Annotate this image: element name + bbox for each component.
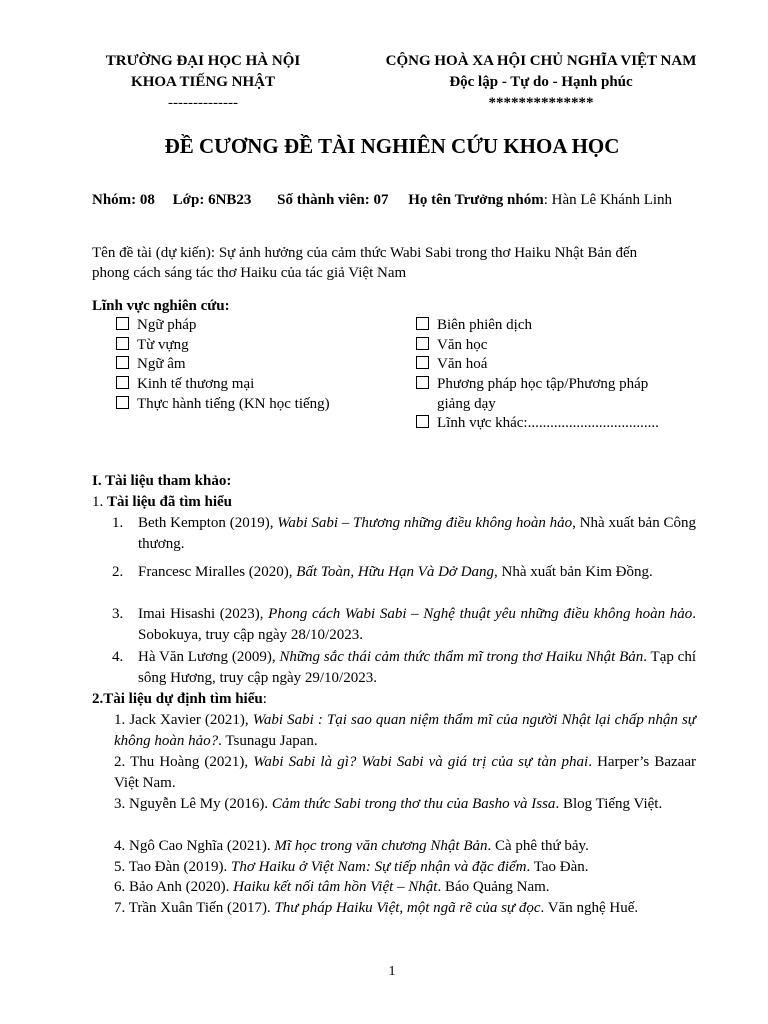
- ref-title: Wabi Sabi – Thương những điều không hoàn hảo: [277, 515, 573, 531]
- ref-source: . Tạp chí sông Hương, truy cập ngày 29/10/2023.: [138, 649, 696, 686]
- reference-item: [112, 604, 696, 646]
- reference-item: [112, 562, 696, 583]
- field-checkbox-practice[interactable]: [116, 394, 330, 414]
- ref-author: Francesc Miralles (2020),: [138, 564, 297, 580]
- ref-title: Thơ Haiku ở Việt Nam: Sự tiếp nhận và đặc điểm: [230, 859, 527, 875]
- header-right-divider: **************: [488, 95, 594, 111]
- field-checkbox-translation[interactable]: [416, 315, 532, 335]
- ref-author: 3. Nguyễn Lê My (2016).: [114, 796, 272, 812]
- university-name: TRƯỜNG ĐẠI HỌC HÀ NỘI: [105, 53, 301, 69]
- ref-source: . Tao Đàn.: [526, 859, 589, 875]
- checkbox-icon[interactable]: [416, 415, 429, 428]
- ref-title: Bất Toàn, Hữu Hạn Và Dở Dang: [296, 564, 495, 580]
- ref-number: 2.: [112, 564, 124, 580]
- ref-title: Wabi Sabi : Tại sao quan niệm thẩm mĩ của người Nhật lại chấp nhận sự không hoàn hảo?: [114, 712, 696, 749]
- ref-author: Hà Văn Lương (2009),: [138, 649, 280, 665]
- field-label: Văn hoá: [437, 356, 488, 372]
- motto: Độc lập - Tự do - Hạnh phúc: [449, 74, 633, 90]
- ref-author: 5. Tao Đàn (2019).: [114, 859, 231, 875]
- field-checkbox-grammar[interactable]: [116, 315, 196, 335]
- ref-author: 4. Ngô Cao Nghĩa (2021).: [114, 838, 275, 854]
- planned-reference-item: [114, 857, 696, 878]
- reference-item: [112, 647, 696, 689]
- references-heading: I. Tài liệu tham khảo:: [92, 473, 232, 489]
- faculty-name: KHOA TIẾNG NHẬT: [131, 74, 275, 90]
- leader-label: Họ tên Trưởng nhóm: [408, 192, 544, 208]
- ref-title: Wabi Sabi là gì? Wabi Sabi và giá trị của sự tàn phai: [253, 754, 589, 770]
- sub-heading-colon: :: [262, 691, 267, 707]
- ref-title: Thư pháp Haiku Việt, một ngã rẽ của sự đọc: [274, 900, 541, 916]
- field-label: Biên phiên dịch: [437, 317, 532, 333]
- topic-line-1: Tên đề tài (dự kiến): Sự ảnh hưởng của cảm thức Wabi Sabi trong thơ Haiku Nhật Bản đến: [92, 245, 638, 261]
- planned-reference-item: [114, 836, 696, 857]
- field-label: Kinh tế thương mại: [137, 376, 255, 392]
- sub-heading: 2.Tài liệu dự định tìm hiểu: [92, 691, 263, 707]
- ref-author: 7. Trần Xuân Tiến (2017).: [114, 900, 275, 916]
- ref-source: , Nhà xuất bản Công thương.: [138, 515, 696, 552]
- ref-source: . Cà phê thứ bảy.: [487, 838, 589, 854]
- studied-references-heading: [92, 492, 232, 512]
- group-number: Nhóm: 08: [92, 192, 155, 208]
- ref-number: 4.: [112, 649, 124, 665]
- planned-reference-item: [114, 752, 696, 794]
- field-label: Từ vựng: [137, 337, 189, 353]
- planned-reference-item: [114, 877, 696, 898]
- ref-number: 3.: [112, 606, 124, 622]
- research-field-heading: Lĩnh vực nghiên cứu:: [92, 298, 230, 314]
- ref-source: . Báo Quảng Nam.: [437, 879, 550, 895]
- country-name: CỘNG HOÀ XA HỘI CHỦ NGHĨA VIỆT NAM: [385, 53, 697, 69]
- field-checkbox-other[interactable]: [416, 413, 659, 433]
- field-label: Thực hành tiếng (KN học tiếng): [137, 396, 330, 412]
- field-checkbox-culture[interactable]: [416, 354, 487, 374]
- ref-source: . Blog Tiếng Việt.: [555, 796, 663, 812]
- ref-number: 1.: [112, 515, 124, 531]
- sub-number: 1.: [92, 494, 104, 510]
- ref-title: Những sắc thái cảm thức thẩm mĩ trong thơ Haiku Nhật Bản: [279, 649, 644, 665]
- field-checkbox-business[interactable]: [116, 374, 254, 394]
- checkbox-icon[interactable]: [116, 396, 129, 409]
- ref-source: . Sobokuya, truy cập ngày 28/10/2023.: [138, 606, 696, 643]
- header-left-divider: --------------: [168, 95, 238, 111]
- planned-reference-item: [114, 794, 696, 815]
- field-label: Ngữ pháp: [137, 317, 197, 333]
- ref-author: Beth Kempton (2019),: [138, 515, 278, 531]
- field-checkbox-methodology[interactable]: [416, 374, 648, 394]
- field-label: Lĩnh vực khác:...................................: [437, 415, 659, 431]
- checkbox-icon[interactable]: [416, 356, 429, 369]
- group-info-line: [92, 190, 672, 210]
- page-number: 1: [388, 964, 396, 979]
- ref-source: , Nhà xuất bản Kim Đồng.: [494, 564, 653, 580]
- ref-source: . Văn nghệ Huế.: [540, 900, 639, 916]
- ref-author: 6. Bảo Anh (2020).: [114, 879, 234, 895]
- national-motto-header: [358, 51, 724, 114]
- ref-title: Haiku kết nối tâm hồn Việt – Nhật: [233, 879, 438, 895]
- ref-author: Imai Hisashi (2023),: [138, 606, 269, 622]
- field-label-methodology-cont: giảng dạy: [437, 396, 496, 412]
- document-title: ĐỀ CƯƠNG ĐỀ TÀI NGHIÊN CỨU KHOA HỌC: [164, 134, 620, 158]
- topic-line-2: phong cách sáng tác thơ Haiku của tác giả Việt Nam: [92, 265, 407, 281]
- checkbox-icon[interactable]: [116, 337, 129, 350]
- ref-title: Mĩ học trong văn chương Nhật Bản: [274, 838, 488, 854]
- field-checkbox-literature[interactable]: [416, 335, 487, 355]
- checkbox-icon[interactable]: [116, 356, 129, 369]
- checkbox-icon[interactable]: [416, 337, 429, 350]
- field-checkbox-vocabulary[interactable]: [116, 335, 189, 355]
- sub-heading: Tài liệu đã tìm hiểu: [107, 494, 233, 510]
- checkbox-icon[interactable]: [116, 317, 129, 330]
- ref-title: Phong cách Wabi Sabi – Nghệ thuật yêu những điều không hoàn hảo: [268, 606, 693, 622]
- ref-author: 2. Thu Hoàng (2021),: [114, 754, 254, 770]
- reference-item: [112, 513, 696, 555]
- field-label: Phương pháp học tập/Phương pháp: [437, 376, 649, 392]
- planned-reference-item: [114, 898, 696, 919]
- ref-source: . Tsunagu Japan.: [218, 733, 318, 749]
- ref-source: . Harper’s Bazaar Việt Nam.: [114, 754, 696, 791]
- ref-title: Cảm thức Sabi trong thơ thu của Basho và Issa: [271, 796, 556, 812]
- field-label: Văn học: [437, 337, 488, 353]
- planned-references-heading: [92, 689, 267, 709]
- class-name: Lớp: 6NB23: [172, 192, 252, 208]
- university-header: [80, 51, 326, 114]
- leader-name: : Hàn Lê Khánh Linh: [543, 192, 673, 208]
- ref-author: 1. Jack Xavier (2021),: [114, 712, 253, 728]
- checkbox-icon[interactable]: [116, 376, 129, 389]
- member-count: Số thành viên: 07: [277, 192, 389, 208]
- field-checkbox-phonetics[interactable]: [116, 354, 186, 374]
- checkbox-icon[interactable]: [416, 376, 429, 389]
- planned-reference-item: [114, 710, 696, 752]
- field-label: Ngữ âm: [137, 356, 186, 372]
- checkbox-icon[interactable]: [416, 317, 429, 330]
